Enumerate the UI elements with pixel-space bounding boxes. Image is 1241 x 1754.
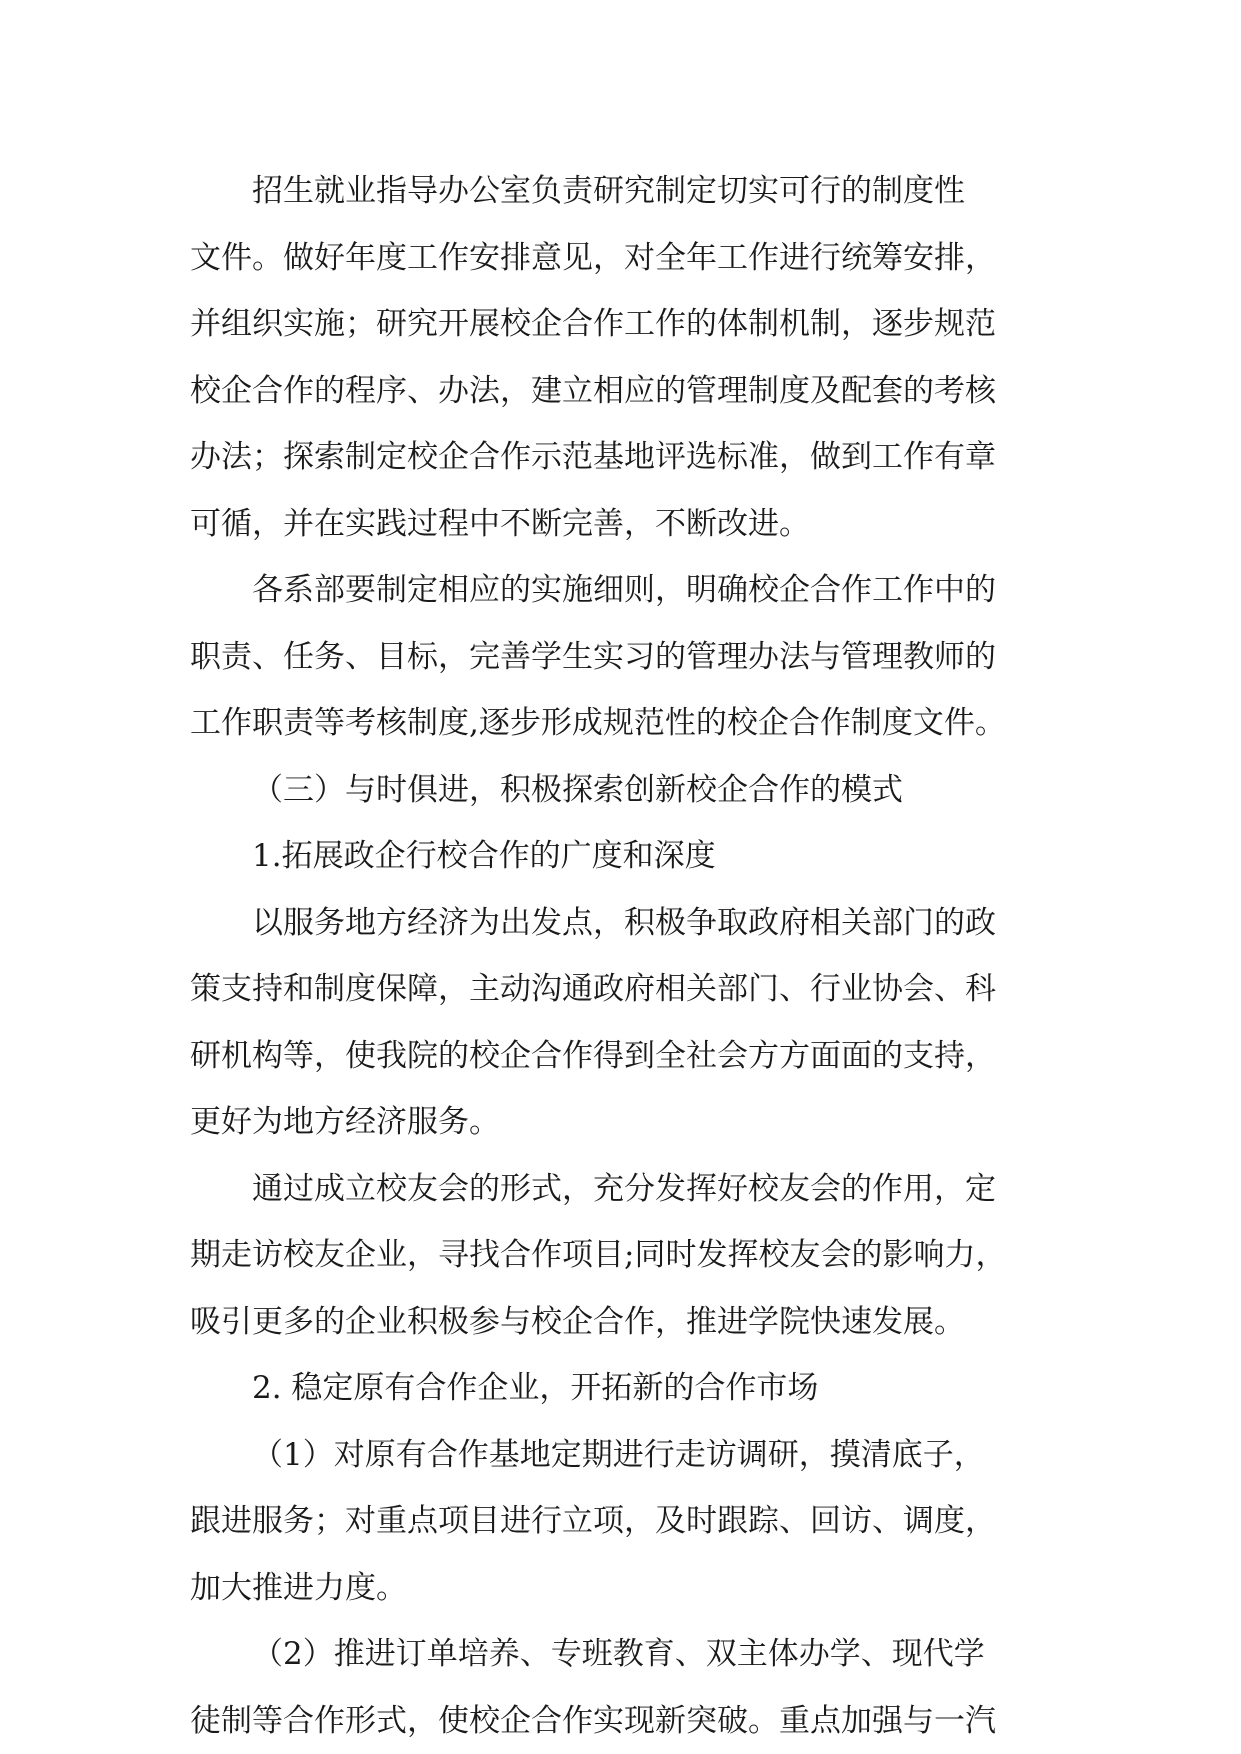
- text-line: [190, 690, 1060, 757]
- text-line-content: 加大推进力度。: [190, 1569, 407, 1606]
- text-line: [190, 956, 1060, 1023]
- text-line: [190, 1023, 1060, 1090]
- text-line-content: 2. 稳定原有合作企业，开拓新的合作市场: [252, 1370, 819, 1406]
- text-line-content: 并组织实施；研究开展校企合作工作的体制机制，逐步规范: [190, 306, 996, 342]
- text-line-content: 以服务地方经济为出发点，积极争取政府相关部门的政: [252, 904, 996, 941]
- text-line: [190, 424, 1060, 491]
- text-line-content: 期走访校友企业，寻找合作项目;同时发挥校友会的影响力，: [190, 1237, 1007, 1273]
- text-line-content: 策支持和制度保障，主动沟通政府相关部门、行业协会、科: [190, 971, 996, 1007]
- text-line-content: 研机构等，使我院的校企合作得到全社会方方面面的支持，: [190, 1037, 996, 1074]
- text-line: [190, 757, 1060, 824]
- text-line: [190, 1488, 1060, 1555]
- text-line-content: 吸引更多的企业积极参与校企合作，推进学院快速发展。: [190, 1303, 965, 1340]
- text-line: [190, 1688, 1060, 1754]
- text-line: [190, 1355, 1060, 1422]
- text-line: [190, 624, 1060, 691]
- text-line: [190, 890, 1060, 957]
- text-line-content: （三）与时俱进，积极探索创新校企合作的模式: [252, 771, 903, 808]
- text-line-content: 可循，并在实践过程中不断完善，不断改进。: [190, 505, 810, 542]
- text-line-content: 办法；探索制定校企合作示范基地评选标准，做到工作有章: [190, 439, 996, 475]
- text-line: [190, 358, 1060, 425]
- text-line: [190, 1222, 1060, 1289]
- document-body: [190, 158, 1060, 1754]
- text-line: [190, 225, 1060, 292]
- text-line: [190, 557, 1060, 624]
- text-line: [190, 1089, 1060, 1156]
- text-line: [190, 1621, 1060, 1688]
- text-line-content: 跟进服务；对重点项目进行立项，及时跟踪、回访、调度，: [190, 1503, 996, 1539]
- text-line-content: 各系部要制定相应的实施细则，明确校企合作工作中的: [252, 572, 996, 608]
- text-line: [190, 1555, 1060, 1622]
- text-line-content: （2）推进订单培养、专班教育、双主体办学、现代学: [252, 1636, 985, 1672]
- text-line-content: 更好为地方经济服务。: [190, 1104, 500, 1140]
- text-line-content: 职责、任务、目标，完善学生实习的管理办法与管理教师的: [190, 638, 996, 675]
- text-line-content: （1）对原有合作基地定期进行走访调研，摸清底子，: [252, 1436, 985, 1473]
- text-line: [190, 1156, 1060, 1223]
- text-line-content: 通过成立校友会的形式，充分发挥好校友会的作用，定: [252, 1170, 996, 1207]
- text-line: [190, 1422, 1060, 1489]
- text-line: [190, 158, 1060, 225]
- text-line: [190, 291, 1060, 358]
- text-line: [190, 1289, 1060, 1356]
- text-line-content: 文件。做好年度工作安排意见，对全年工作进行统筹安排，: [190, 239, 996, 276]
- text-line-content: 徒制等合作形式，使校企合作实现新突破。重点加强与一汽: [190, 1702, 996, 1739]
- text-line-content: 招生就业指导办公室负责研究制定切实可行的制度性: [252, 173, 965, 209]
- text-line: [190, 823, 1060, 890]
- text-line-content: 校企合作的程序、办法，建立相应的管理制度及配套的考核: [190, 372, 996, 409]
- text-line: [190, 491, 1060, 558]
- text-line-content: 1.拓展政企行校合作的广度和深度: [252, 838, 716, 874]
- text-line-content: 工作职责等考核制度,逐步形成规范性的校企合作制度文件。: [190, 705, 1006, 741]
